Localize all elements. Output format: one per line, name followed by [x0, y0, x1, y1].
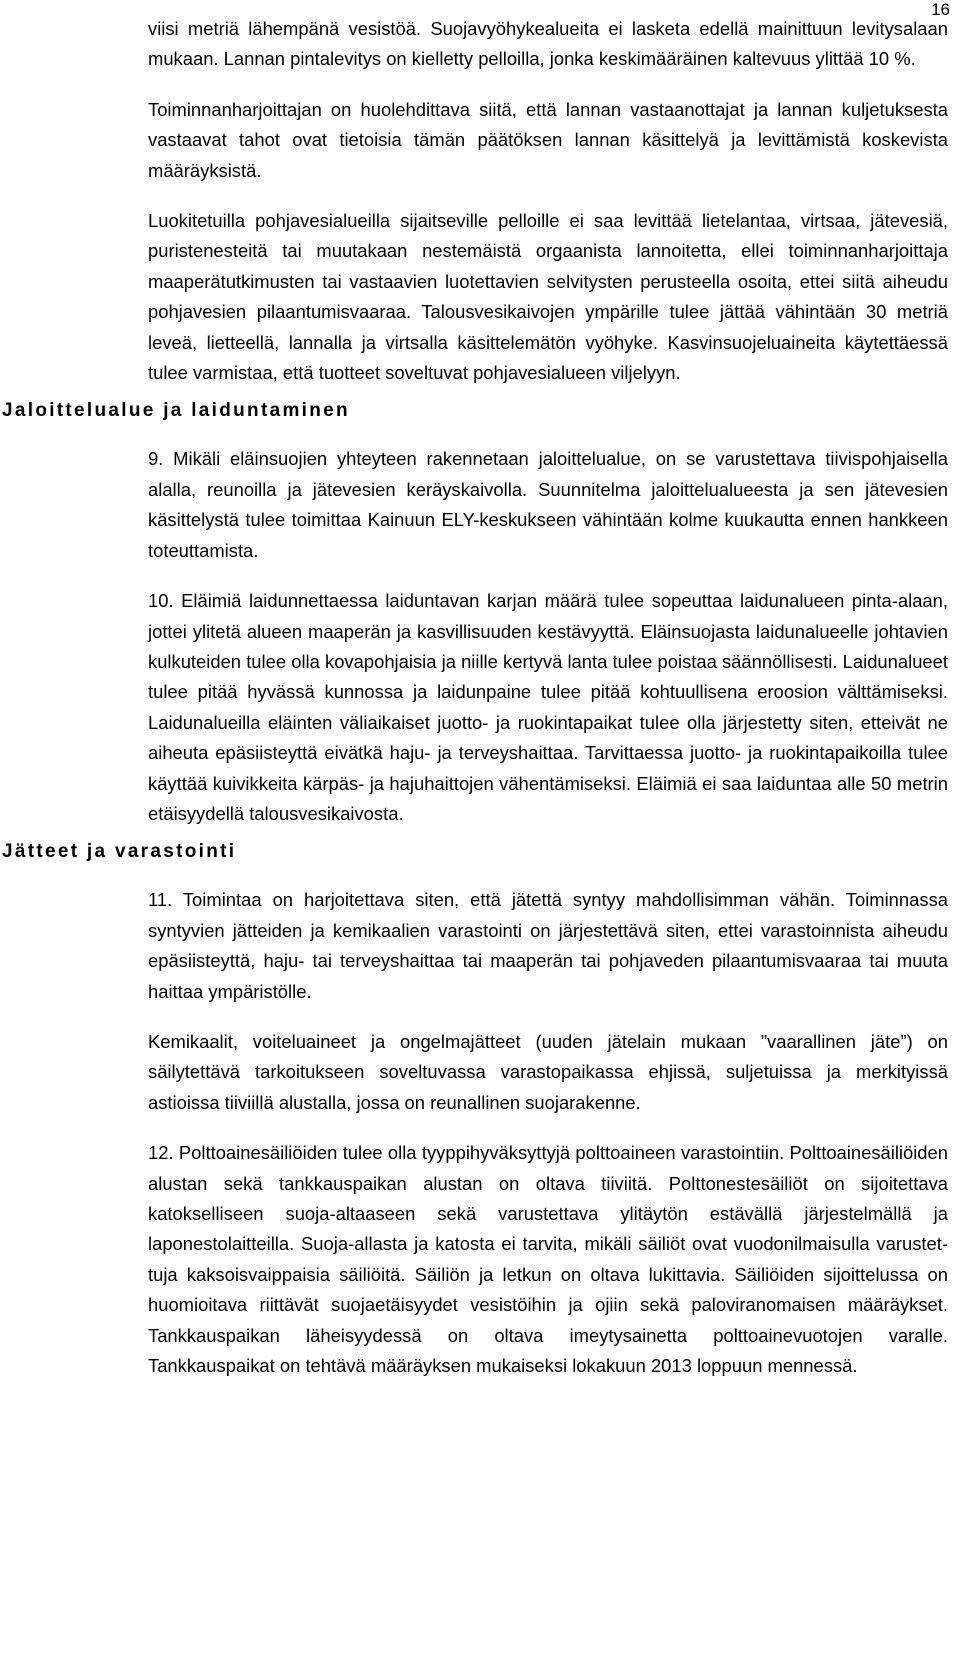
paragraph-item-11: 11. Toimintaa on harjoitettava siten, että jätettä syntyy mahdollisimman vähän. Toiminnassa syntyvien jätteiden ja kemikaalien varastointi on järjestettävä siten, ettei varastoinnista aiheudu epäsiisteyttä, haju- tai terveyshaittaa tai maaperän tai pohjaveden pilaantumisvaaraa tai muuta haittaa ympäristölle. [148, 889, 948, 1002]
paragraph-groundwater-areas: Luokitetuilla pohjavesialueilla sijaitseville pelloille ei saa levittää lietelantaa, virtsaa, jätevesiä, puristenesteitä tai muutakaan nestemäistä orgaanista lannoitetta, ellei toiminnanharjoittaja maaperätutkimusten tai vastaavien luotettavien selvitysten perusteella osoita, ettei siitä aiheudu pohjavesien pilaantumisvaaraa. Talousvesikaivojen ympärille tulee jättää vähintään 30 metriä leveä, lietteellä, lannalla ja virtsalla käsittelemätön vyöhyke. Kasvinsuojeluaineita käytettäessä tulee varmistaa, että tuotteet soveltuvat pohjavesialueen viljelyyn. [148, 210, 948, 384]
paragraph-item-10: 10. Eläimiä laidunnettaessa laiduntavan karjan määrä tulee sopeuttaa laidunalueen pinta-alaan, jottei ylitetä alueen maaperän ja kasvillisuuden kestävyyttä. Eläinsuojasta laidunalueelle johtavien kulkuteiden tulee olla kovapohjaisia ja niille kertyvä lanta tulee poistaa säännöllisesti. Laidunalueet tulee pitää hyvässä kunnossa ja laidunpaine tulee pitää kohtuullisena eroosion välttämiseksi. Laidunalueilla eläinten väliaikaiset juotto- ja ruokintapaikat tulee olla järjestetty siten, etteivät ne aiheuta epäsiisteyttä eivätkä haju- ja terveyshaittaa. Tarvittaessa juotto- ja ruokintapaikoilla tulee käyttää kuivikkeita kärpäs- ja hajuhaittojen vähentämiseksi. Eläimiä ei saa laiduntaa alle 50 metrin etäisyydellä talousvesikaivosta. [148, 590, 948, 824]
section-heading-exercise-area: Jaloittelualue ja laiduntaminen [2, 400, 350, 422]
paragraph-spreading-distance: viisi metriä lähempänä vesistöä. Suojavyöhykealueita ei lasketa edellä mainittuun levitysalaan mukaan. Lannan pintalevitys on kielletty pelloilla, jonka keskimääräinen kaltevuus ylittää 10 %. [148, 18, 948, 70]
paragraph-item-9: 9. Mikäli eläinsuojien yhteyteen rakennetaan jaloittelualue, on se varustettava tiivispohjaisella alalla, reunoilla ja jätevesien keräyskaivolla. Suunnitelma jaloittelualueesta ja sen jätevesien käsittelystä tulee toimittaa Kainuun ELY-keskukseen vähintään kolme kuukautta ennen hankkeen toteuttamista. [148, 448, 948, 561]
section-heading-waste-storage: Jätteet ja varastointi [2, 841, 237, 863]
document-body [0, 14, 960, 1381]
paragraph-item-12: 12. Polttoainesäiliöiden tulee olla tyyppihyväksyttyjä polttoaineen varastointiin. Polttoainesäiliöiden alustan sekä tankkauspaikan alustan on oltava tiiviitä. Polttonestesäiliöt on sijoitettava katokselliseen suoja-altaaseen sekä varustettava ylitäytön estävällä järjestelmällä ja laponestolaitteilla. Suoja-allasta ja katosta ei tarvita, mikäli säiliöt ovat vuodonilmaisulla varustettuja kaksoisvaippaisia säiliöitä. Säiliön ja letkun on oltava lukittavia. Säiliöiden sijoittelussa on huomioitava riittävät suojaetäisyydet vesistöihin ja ojiin sekä paloviranomaisen määräykset. Tankkauspaikan läheisyydessä on oltava imeytysainetta polttoainevuotojen varalle. Tankkauspaikat on tehtävä määräyksen mukaiseksi lokakuun 2013 loppuun mennessä. [148, 1142, 948, 1377]
paragraph-operator-responsibility: Toiminnanharjoittajan on huolehdittava siitä, että lannan vastaanottajat ja lannan kuljetuksesta vastaavat tahot ovat tietoisia tämän päätöksen lannan käsittelyä ja levittämistä koskevista määräyksistä. [148, 98, 948, 181]
paragraph-chemicals-storage: Kemikaalit, voiteluaineet ja ongelmajätteet (uuden jätelain mukaan ”vaarallinen jäte”) on säilytettävä tarkoitukseen soveltuvassa varastopaikassa ehjissä, suljetuissa ja merkityissä astioissa tiiviillä alustalla, jossa on reunallinen suojarakenne. [148, 1030, 948, 1113]
page-number: 16 [931, 0, 950, 19]
